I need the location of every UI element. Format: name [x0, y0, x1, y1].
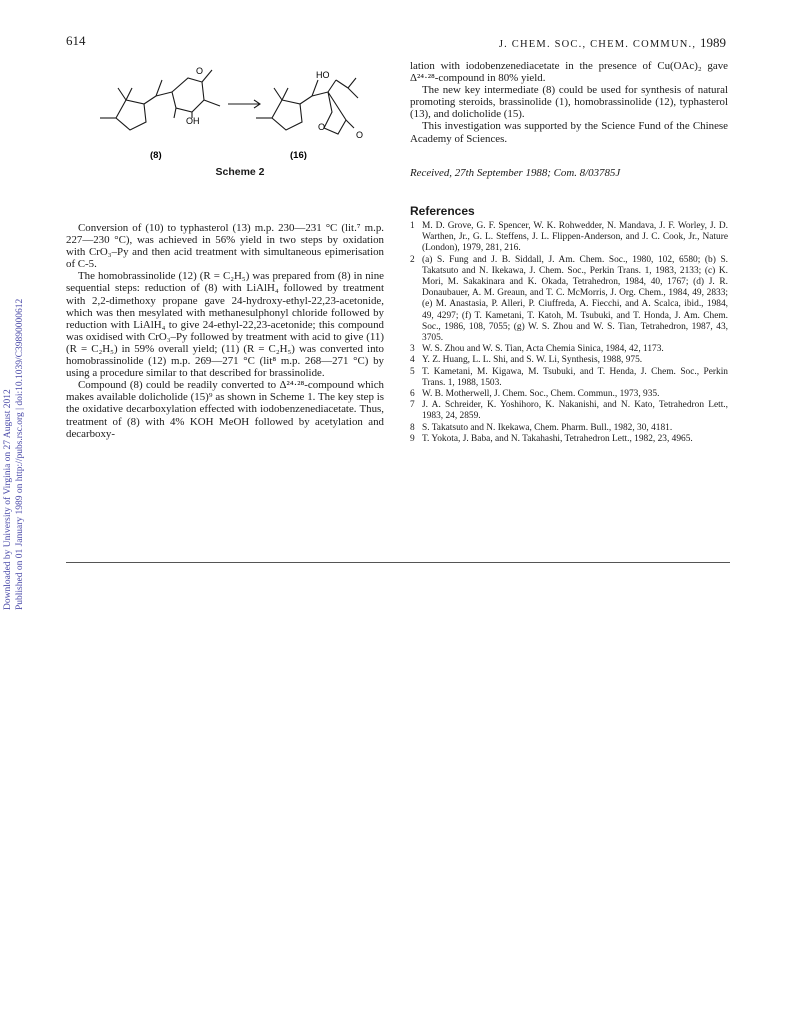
paragraph-key-intermediate: The new key intermediate (8) could be used for synthesis of natural promoting steroids, brassinolide (1), homobrassinolide (12), typhasterol (13), and dolicholide (15). [410, 84, 728, 121]
reference-item: 3 W. S. Zhou and W. S. Tian, Acta Chemia Sinica, 1984, 42, 1173. [410, 344, 664, 355]
references-heading: References [410, 204, 475, 218]
paragraph-continuation: lation with iodobenzenediacetate in the presence of Cu(OAc)₂ gave Δ²⁴·²⁸-compound in 80% yield. [410, 60, 728, 85]
label-compound-16: (16) [290, 150, 307, 161]
label-oh-8: OH [186, 116, 200, 126]
received-line: Received, 27th September 1988; Com. 8/03785J [410, 167, 621, 179]
left-column [66, 222, 384, 440]
scheme-2-structures [92, 58, 392, 178]
right-column [410, 60, 728, 145]
journal-year: 1989 [700, 35, 726, 50]
paragraph-dolicholide: Compound (8) could be readily converted to Δ²⁴·²⁸-compound which makes available dolicholide (15)⁹ as shown in Scheme 1. The key step is the oxidative decarboxylation effected with iodobenzenediacetate. Thus, treatment of (8) with 4% KOH MeOH followed by acetylation and decarboxy- [66, 379, 384, 440]
sidebar-downloaded[interactable]: Downloaded by University of Virginia on 27 August 2012 [3, 389, 13, 610]
page-number: 614 [66, 33, 86, 48]
reference-item: 5 T. Kametani, M. Kigawa, M. Tsubuki, and T. Henda, J. Chem. Soc., Perkin Trans. 1, 1988, 1503. [410, 366, 728, 388]
label-o-8: O [196, 66, 204, 76]
label-ho-16: HO [316, 70, 330, 80]
footer-rule [66, 562, 730, 563]
paragraph-acknowledgement: This investigation was supported by the Science Fund of the Chinese Academy of Sciences. [410, 120, 728, 145]
journal-name: J. CHEM. SOC., CHEM. COMMUN., [498, 39, 697, 50]
compound-16-structure [256, 78, 358, 134]
reference-item: 8 S. Takatsuto and N. Ikekawa, Chem. Pharm. Bull., 1982, 30, 4181. [410, 422, 673, 433]
reference-item: 2 (a) S. Fung and J. B. Siddall, J. Am. Chem. Soc., 1980, 102, 6580; (b) S. Takatsuto and N. Ikekawa, J. Chem. Soc., Perkin Trans. 1, 1983, 2133; (c) K. Mori, M. Sakakinara and K. Okada, Tetrahedron, 1984, 40, 1767; (d) J. R. Donaubauer, A. M. Greaun, and T. C. McMorris, J. Org. Chem., 1984, 49, 2833; (e) M. Anastasia, P. Alleri, P. Ciuffreda, A. Fiecchi, and A. Scalca, ibid., 1984, 49, 4297; (f) T. Kametani, T. Katoh, M. Tsubuki, and T. Honda, J. Am. Chem. Soc., 1986, 108, 7055; (g) W. S. Zhou and W. S. Tian, Tetrahedron, 1987, 43, 3705. [410, 254, 728, 344]
reference-item: 4 Y. Z. Huang, L. L. Shi, and S. W. Li, Synthesis, 1988, 975. [410, 355, 643, 366]
compound-8-structure [100, 70, 220, 130]
journal-header [499, 35, 726, 51]
paragraph-homobrassinolide: The homobrassinolide (12) (R = C₂H₅) was prepared from (8) in nine sequential steps: reduction of (8) with LiAlH₄ followed by treatment with 2,2-dimethoxy propane gave 24-hydroxy-ethyl-22,23-acetonide, which was then mesylated with methanesulphonyl chloride followed by reduction with LiAlH₄ to give 24-ethyl-22,23-acetonide; this compound was oxidised with CrO₃–Py followed by treatment with acid to give (11) (R = C₂H₅) in 59% overall yield; (11) (R = C₂H₅) was converted into homobrassinolide (12) m.p. 269—271 °C (lit⁸ m.p. 268—271 °C) by using a procedure similar to that described for brassinolide. [66, 270, 384, 380]
label-o-16: O [318, 122, 326, 132]
reference-item: 9 T. Yokota, J. Baba, and N. Takahashi, Tetrahedron Lett., 1982, 23, 4965. [410, 433, 693, 444]
reference-item: 1 M. D. Grove, G. F. Spencer, W. K. Rohwedder, N. Mandava, J. F. Worley, J. D. Warthen, Jr., G. L. Steffens, J. L. Flippen-Anderson, and J. C. Cook, Jr., Nature (London), 1979, 281, 216. [410, 221, 728, 254]
paragraph-typhasterol: Conversion of (10) to typhasterol (13) m.p. 230—231 °C (lit.⁷ m.p. 227—230 °C), was achieved in 56% yield in two steps by oxidation with CrO₃–Py and then acid treatment with simultaneous epimerisation of C-5. [66, 222, 384, 271]
sidebar-published-doi[interactable]: Published on 01 January 1989 on http://pubs.rsc.org | doi:10.1039/C39890000612 [15, 298, 25, 610]
scheme-caption: Scheme 2 [215, 166, 265, 178]
label-o2-16: O [356, 130, 364, 140]
reference-item: 6 W. B. Motherwell, J. Chem. Soc., Chem. Commun., 1973, 935. [410, 389, 660, 400]
references-list [410, 221, 728, 445]
label-compound-8: (8) [150, 150, 162, 161]
download-sidebar [0, 260, 26, 610]
reference-item: 7 J. A. Schreider, K. Yoshihoro, K. Nakanishi, and N. Kato, Tetrahedron Lett., 1983, 24, 2859. [410, 400, 728, 422]
